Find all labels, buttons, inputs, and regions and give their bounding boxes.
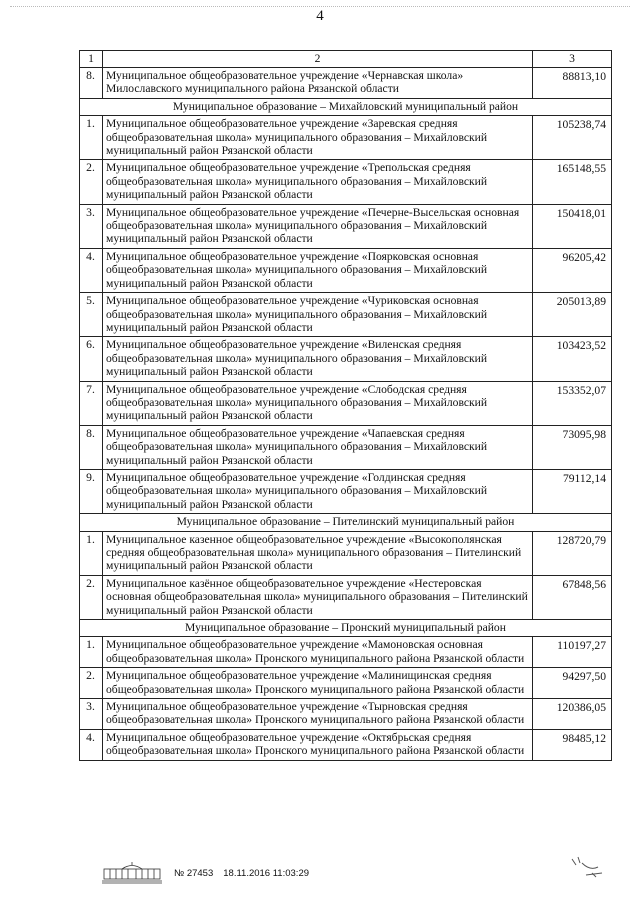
group-header-row bbox=[80, 514, 612, 531]
row-number: 8. bbox=[80, 425, 103, 469]
row-amount: 98485,12 bbox=[533, 729, 612, 760]
header-col-3: 3 bbox=[533, 51, 612, 68]
group-title: Муниципальное образование – Пронский муниципальный район bbox=[80, 620, 612, 637]
group-title: Муниципальное образование – Михайловский муниципальный район bbox=[80, 98, 612, 115]
row-institution: Муниципальное общеобразовательное учреждение «Слободская средняя общеобразовательная школа» муниципального образования – Михайловский муниципальный район Рязанской области bbox=[103, 381, 533, 425]
row-amount: 79112,14 bbox=[533, 469, 612, 513]
row-amount: 165148,55 bbox=[533, 160, 612, 204]
building-stamp-icon bbox=[100, 861, 164, 885]
table-row bbox=[80, 293, 612, 337]
table-row bbox=[80, 204, 612, 248]
row-amount: 103423,52 bbox=[533, 337, 612, 381]
row-institution: Муниципальное общеобразовательное учреждение «Октябрьская средняя общеобразовательная школа» Пронского муниципального района Рязанской области bbox=[103, 729, 533, 760]
row-amount: 128720,79 bbox=[533, 531, 612, 575]
row-institution: Муниципальное общеобразовательное учреждение «Чапаевская средняя общеобразовательная школа» муниципального образования – Михайловский муниципальный район Рязанской области bbox=[103, 425, 533, 469]
row-amount: 88813,10 bbox=[533, 68, 612, 99]
table-row bbox=[80, 160, 612, 204]
document-footer bbox=[100, 858, 309, 888]
table-row bbox=[80, 699, 612, 730]
row-amount: 120386,05 bbox=[533, 699, 612, 730]
table-row bbox=[80, 381, 612, 425]
row-number: 4. bbox=[80, 248, 103, 292]
row-number: 4. bbox=[80, 729, 103, 760]
row-institution: Муниципальное общеобразовательное учреждение «Мамоновская основная общеобразовательная школа» Пронского муниципального района Рязанской области bbox=[103, 637, 533, 668]
table-row bbox=[80, 575, 612, 619]
row-amount: 105238,74 bbox=[533, 116, 612, 160]
row-amount: 96205,42 bbox=[533, 248, 612, 292]
table-row bbox=[80, 68, 612, 99]
row-number: 7. bbox=[80, 381, 103, 425]
row-amount: 150418,01 bbox=[533, 204, 612, 248]
row-number: 2. bbox=[80, 160, 103, 204]
row-institution: Муниципальное общеобразовательное учреждение «Трепольская средняя общеобразовательная школа» муниципального образования – Михайловский муниципальный район Рязанской области bbox=[103, 160, 533, 204]
table-row bbox=[80, 116, 612, 160]
row-institution: Муниципальное общеобразовательное учреждение «Чернавская школа» Милославского муниципального района Рязанской области bbox=[103, 68, 533, 99]
header-col-2: 2 bbox=[103, 51, 533, 68]
row-amount: 94297,50 bbox=[533, 668, 612, 699]
row-institution: Муниципальное общеобразовательное учреждение «Тырновская средняя общеобразовательная школа» Пронского муниципального района Рязанской области bbox=[103, 699, 533, 730]
row-institution: Муниципальное общеобразовательное учреждение «Заревская средняя общеобразовательная школа» муниципального образования – Михайловский муниципальный район Рязанской области bbox=[103, 116, 533, 160]
row-number: 6. bbox=[80, 337, 103, 381]
row-number: 9. bbox=[80, 469, 103, 513]
table-header-row bbox=[80, 51, 612, 68]
row-institution: Муниципальное общеобразовательное учреждение «Голдинская средняя общеобразовательная школа» муниципального образования – Михайловский муниципальный район Рязанской области bbox=[103, 469, 533, 513]
table-row bbox=[80, 637, 612, 668]
group-title: Муниципальное образование – Пителинский муниципальный район bbox=[80, 514, 612, 531]
row-institution: Муниципальное общеобразовательное учреждение «Малинищинская средняя общеобразовательная школа» Пронского муниципального района Рязанской области bbox=[103, 668, 533, 699]
row-institution: Муниципальное общеобразовательное учреждение «Виленская средняя общеобразовательная школа» муниципального образования – Михайловский муниципальный район Рязанской области bbox=[103, 337, 533, 381]
table-row bbox=[80, 531, 612, 575]
row-number: 3. bbox=[80, 204, 103, 248]
row-institution: Муниципальное казённое общеобразовательное учреждение «Нестеровская основная общеобразовательная школа» муниципального образования – Пителинский муниципальный район Рязанской области bbox=[103, 575, 533, 619]
row-number: 5. bbox=[80, 293, 103, 337]
row-amount: 153352,07 bbox=[533, 381, 612, 425]
row-institution: Муниципальное общеобразовательное учреждение «Печерне-Высельская основная общеобразовательная школа» муниципального образования – Михайловский муниципальный район Рязанской области bbox=[103, 204, 533, 248]
row-number: 2. bbox=[80, 668, 103, 699]
header-col-1: 1 bbox=[80, 51, 103, 68]
row-amount: 67848,56 bbox=[533, 575, 612, 619]
document-datetime: 18.11.2016 11:03:29 bbox=[223, 867, 310, 879]
row-institution: Муниципальное общеобразовательное учреждение «Поярковская основная общеобразовательная школа» муниципального образования – Михайловский муниципальный район Рязанской области bbox=[103, 248, 533, 292]
group-header-row bbox=[80, 98, 612, 115]
row-number: 8. bbox=[80, 68, 103, 99]
page-number: 4 bbox=[316, 8, 324, 24]
row-number: 1. bbox=[80, 116, 103, 160]
table-row bbox=[80, 668, 612, 699]
handwritten-mark bbox=[568, 853, 608, 881]
row-amount: 205013,89 bbox=[533, 293, 612, 337]
allocation-table bbox=[79, 50, 612, 761]
row-institution: Муниципальное казенное общеобразовательное учреждение «Высокополянская средняя общеобразовательная школа» муниципального образования – Пителинский муниципальный район Рязанской области bbox=[103, 531, 533, 575]
table-body bbox=[80, 51, 612, 761]
table-row bbox=[80, 248, 612, 292]
row-institution: Муниципальное общеобразовательное учреждение «Чуриковская основная общеобразовательная школа» муниципального образования – Михайловский муниципальный район Рязанской области bbox=[103, 293, 533, 337]
document-number: № 27453 bbox=[174, 867, 214, 879]
table-row bbox=[80, 469, 612, 513]
row-number: 1. bbox=[80, 637, 103, 668]
group-header-row bbox=[80, 620, 612, 637]
table-row bbox=[80, 729, 612, 760]
table-row bbox=[80, 337, 612, 381]
row-number: 1. bbox=[80, 531, 103, 575]
row-amount: 110197,27 bbox=[533, 637, 612, 668]
row-amount: 73095,98 bbox=[533, 425, 612, 469]
row-number: 2. bbox=[80, 575, 103, 619]
row-number: 3. bbox=[80, 699, 103, 730]
table-row bbox=[80, 425, 612, 469]
